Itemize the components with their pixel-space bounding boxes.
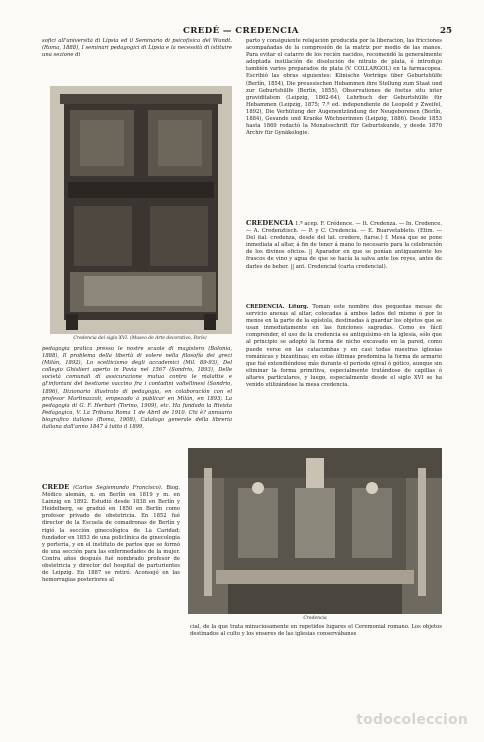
- right-col-top: [246, 38, 442, 218]
- right-bottom-text: cial, de la que trata minuciosamente en repetidos lugares el Ceremonial romano. Los objetos destinados al culto y los enseres de las iglesias conservábanse: [190, 624, 442, 638]
- left-top-text: sofici all'università di Lipsia ed il Seminario di psicofísica del Wundt. (Roma, 1888), I seminari pedagogici di Lipsia e la necessità di istituire una sezione di: [42, 38, 232, 59]
- caption-altar: Credencia: [303, 616, 327, 621]
- left-col-top: [42, 38, 232, 80]
- header-title: CREDÉ — CREDENCIA: [183, 26, 299, 36]
- credencia-liturgy: [246, 304, 442, 434]
- crede-entry: [42, 484, 180, 742]
- credencia-entry: [246, 220, 442, 302]
- credencia-cabinet-image: [50, 86, 232, 334]
- credencia-sub-heading: CREDENCIA. Liturg.: [246, 304, 309, 310]
- caption-cabinet: Credencia del siglo XVI. (Museo de Arte decorativo, París): [73, 336, 207, 341]
- crede-body: Biog. Médico alemán, n. en Berlín en 1819 y m. en Lainzig en 1892. Estudió desde 1838 en Berlín y Heidelberg, se graduó en 1850 en Berlín como profesor privado de obstetricia. En 1852 fué director de la Escuela de comadronas de Berlín y rigió la sección ginecológica de La Caridad; fundador en 1853 de una policlínica de ginecología y portería, y en el instituto de partos que se formó de una sección para las enfermedades de la mujer. Contra años después fué nombrado profesor de obstetricia y director del hospital de parturientes de Leipzig. En 1887 se retiró. Aconsejó en las hemorragias posteriores al: [42, 485, 180, 584]
- crede-heading: CREDE: [42, 484, 70, 491]
- left-mid-text: pedagogia pratica presso le nostre scuole di magistero (Bolonia, 1888), Il problema della libertà di volere nella filosofía dei greci (Milán, 1892), Lo scetticismo degli accademici (Mil. 89-93), Del collegio Ghislieri aperto in Pavia nel 1567 (Sondrio, 1893), Delle società comunali di assicurazione mutua contro le malattie e gl'infortuni del bestiame vaccino fra i contadini valtellinesi (Sondrio, 1896), Dizionario illustrato di pedagogia, en colaboración con el profesor Martinazzoli, empezado á publicar en Milán, en 1893; La pedagogia di G. F. Herbart (Torino, 1909), etc. Ha fundado la Rivista Pedagogica, V. La Tribuna Roma 1 de Abril de 1910. Chi è? annuario biografico italiano (Roma, 1908), Catalogo generale della libreria italiana dall'anno 1847 á tutto il 1899.: [42, 346, 232, 431]
- page-number: 25: [440, 26, 452, 36]
- crede-name: (Carlos Segismundo Francisco).: [73, 485, 163, 491]
- credencia-altar-image: [188, 448, 442, 614]
- watermark-logo: todocoleccion: [356, 712, 468, 728]
- running-header: [28, 26, 452, 38]
- right-top-text: parto y consiguiente relajación producida por la liberación, las fricciones acompañadas de la compresión de la matriz por medio de las manos. Para evitar el catarro de los recién nacidos, recomendó la generalmente adoptada instilación de disolución de nitrato de plata, é introdujo también varios preparados de plata (V. COLLARGOL) en la farmacopea. Escribió las obras siguientes: Klinische Vorträge über Geburtshülfe (Berlín, 1854), Die preussischen Hebammen ihre Stellung zum Staat und zur Geburtshülfe (Berlín, 1855), Observationes de foetus situ inter graviditatem (Leipzig, 1862-64), Lehrbuch der Geburtshülfe für Hebammen (Leipzig, 1875; 7.ª ed. independiente de Leopold y Zweifel, 1892), Die Verhütung der Augenentzündung der Neugeborenen (Berlín, 1884), Gesunde und Kranke Wöchnerinnen (Leipzig, 1886). Desde 1853 hasta 1869 redactó la Monatsschrift für Geburtskunde, y desde 1870 Archiv für Gynäkologie.: [246, 38, 442, 137]
- right-bottom-text-block: [190, 624, 442, 654]
- credencia-heading: CREDENCIA: [246, 220, 294, 227]
- credencia-body: 1.ª acep. F. Crédence. — It. Credenza. — In. Credence. — A. Credenztisch. — P. y C. Credencia. — E. Buarvetableto. (Etim. — Del ital. credenza, desde del lat. credere, fiarse.) f. Mesa que se pone inmediata al altar, á fin de tener á mano lo necesario para la celebración de los divinos oficios. || Aparador en que se ponían antiguamente los frascos de vino y agua de que se hacía la salva ante los reyes, antes de darles de beber. || ant. Credencial (carta credencial).: [246, 221, 442, 270]
- credencia-sub-body: Toman este nombre dos pequeñas mesas de servicio anexas al altar, colocadas á ambos lados del mismo ó por lo menos en la parte de la epístola, destinadas á guardar los objetos que se usan inmediatamente en las funciones sagradas. Como es fácil comprender, el uso de la credencia es antiquísimo en la iglesia, sólo que al principio se adoptó la forma de nicho excavado en la pared, como puede verse en las catacumbas y en casi todas nuestras iglesias románicas y bizantinas; en estas últimas predomina la forma de armario que fué extendiéndose más durante el período ojival ó gótico, aunque sin eliminar la forma primitiva, especialmente tratándose de capillas ó altares particulares, y luego, especialmente desde el siglo XVI se ha venido utilizándose la mesa credencia.: [246, 304, 442, 389]
